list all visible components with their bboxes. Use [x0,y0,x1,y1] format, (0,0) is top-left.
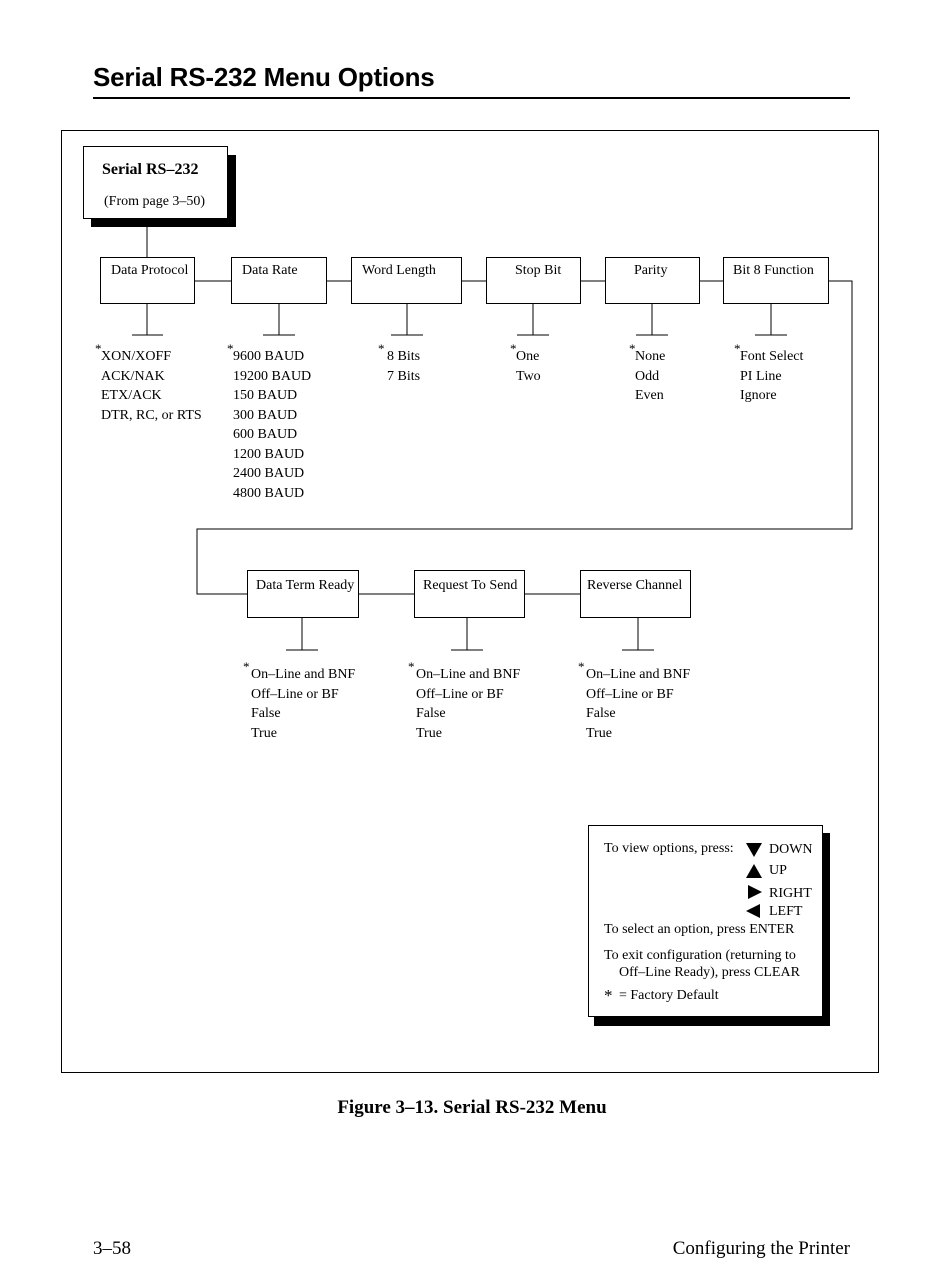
default-marker: * [408,659,415,674]
option: 600 BAUD [233,427,298,442]
option: Ignore [740,388,777,403]
option: 9600 BAUD [233,349,305,364]
menu-label-data-term-ready: Data Term Ready [256,578,355,593]
legend-key-right: RIGHT [769,886,812,901]
figure-caption: Figure 3–13. Serial RS-232 Menu [337,1097,607,1118]
options-bit-8-function [740,347,803,406]
option: 2400 BAUD [233,466,305,481]
option: On–Line and BNF [416,667,521,682]
option: 1200 BAUD [233,446,305,462]
option: False [251,706,281,721]
option: One [516,349,540,364]
option: Odd [635,368,660,384]
menu-label-parity: Parity [634,263,668,278]
option: PI Line [740,368,782,384]
option: 4800 BAUD [233,485,305,501]
default-marker: * [510,341,517,356]
menu-label-word-length: Word Length [362,263,436,278]
options-parity [635,347,665,406]
option: True [586,725,612,741]
option: On–Line and BNF [251,667,356,682]
arrow-up-icon [745,863,763,879]
option: Two [516,368,541,384]
legend-default-text: = Factory Default [619,988,719,1003]
default-marker: * [629,341,636,356]
option: 7 Bits [387,368,421,384]
option: True [251,725,277,741]
options-reverse-channel [586,665,690,743]
default-marker: * [378,341,385,356]
menu-box-data-rate [231,257,327,304]
option: XON/XOFF [101,349,172,364]
default-marker: * [734,341,741,356]
menu-box-bit-8-function [723,257,829,304]
option: Off–Line or BF [416,686,504,702]
menu-label-data-protocol: Data Protocol [111,263,189,278]
option: 19200 BAUD [233,368,312,384]
legend-box [588,825,823,1017]
legend-default-star: * [604,986,613,1005]
option: 8 Bits [387,349,421,364]
arrow-left-icon [745,903,761,919]
option: True [416,725,442,741]
page-title: Serial RS-232 Menu Options [93,62,435,92]
menu-box-word-length [351,257,462,304]
options-request-to-send [416,665,520,743]
option: Font Select [740,349,804,364]
option: On–Line and BNF [586,667,691,682]
default-marker: * [243,659,250,674]
default-marker: * [227,341,234,356]
menu-box-request-to-send [414,570,525,618]
menu-label-bit-8-function: Bit 8 Function [733,263,814,278]
menu-box-parity [605,257,700,304]
legend-key-left: LEFT [769,904,803,919]
options-data-term-ready [251,665,355,743]
default-marker: * [95,341,102,356]
arrow-down-icon [745,842,763,858]
root-box [83,146,228,219]
legend-exit-line1: To exit configuration (returning to [604,948,796,963]
default-marker: * [578,659,585,674]
menu-box-reverse-channel [580,570,691,618]
menu-box-data-protocol [100,257,195,304]
options-word-length [387,347,420,386]
legend-exit-line2: Off–Line Ready), press CLEAR [619,965,800,980]
root-title: Serial RS–232 [102,161,199,178]
chapter-title: Configuring the Printer [672,1238,850,1259]
option: ACK/NAK [101,368,165,384]
legend-key-up: UP [769,863,787,878]
option: Off–Line or BF [251,686,339,702]
legend-view-options: To view options, press: [604,841,734,856]
arrow-right-icon [747,884,763,900]
menu-label-stop-bit: Stop Bit [515,263,562,278]
option: DTR, RC, or RTS [101,407,202,423]
menu-box-stop-bit [486,257,581,304]
option: Off–Line or BF [586,686,674,702]
legend-select: To select an option, press ENTER [604,922,795,937]
legend-key-down: DOWN [769,842,813,857]
option: 300 BAUD [233,407,298,423]
root-subtitle: (From page 3–50) [104,194,206,209]
option: None [635,349,666,364]
menu-label-request-to-send: Request To Send [423,578,518,593]
option: ETX/ACK [101,388,162,403]
option: False [416,706,446,721]
options-stop-bit [516,347,541,386]
menu-label-reverse-channel: Reverse Channel [587,578,683,593]
option: Even [635,388,664,403]
options-data-rate [233,347,311,503]
option: 150 BAUD [233,388,298,403]
options-data-protocol [101,347,202,425]
page-number: 3–58 [93,1238,131,1259]
option: False [586,706,616,721]
menu-label-data-rate: Data Rate [242,263,298,278]
menu-box-data-term-ready [247,570,359,618]
